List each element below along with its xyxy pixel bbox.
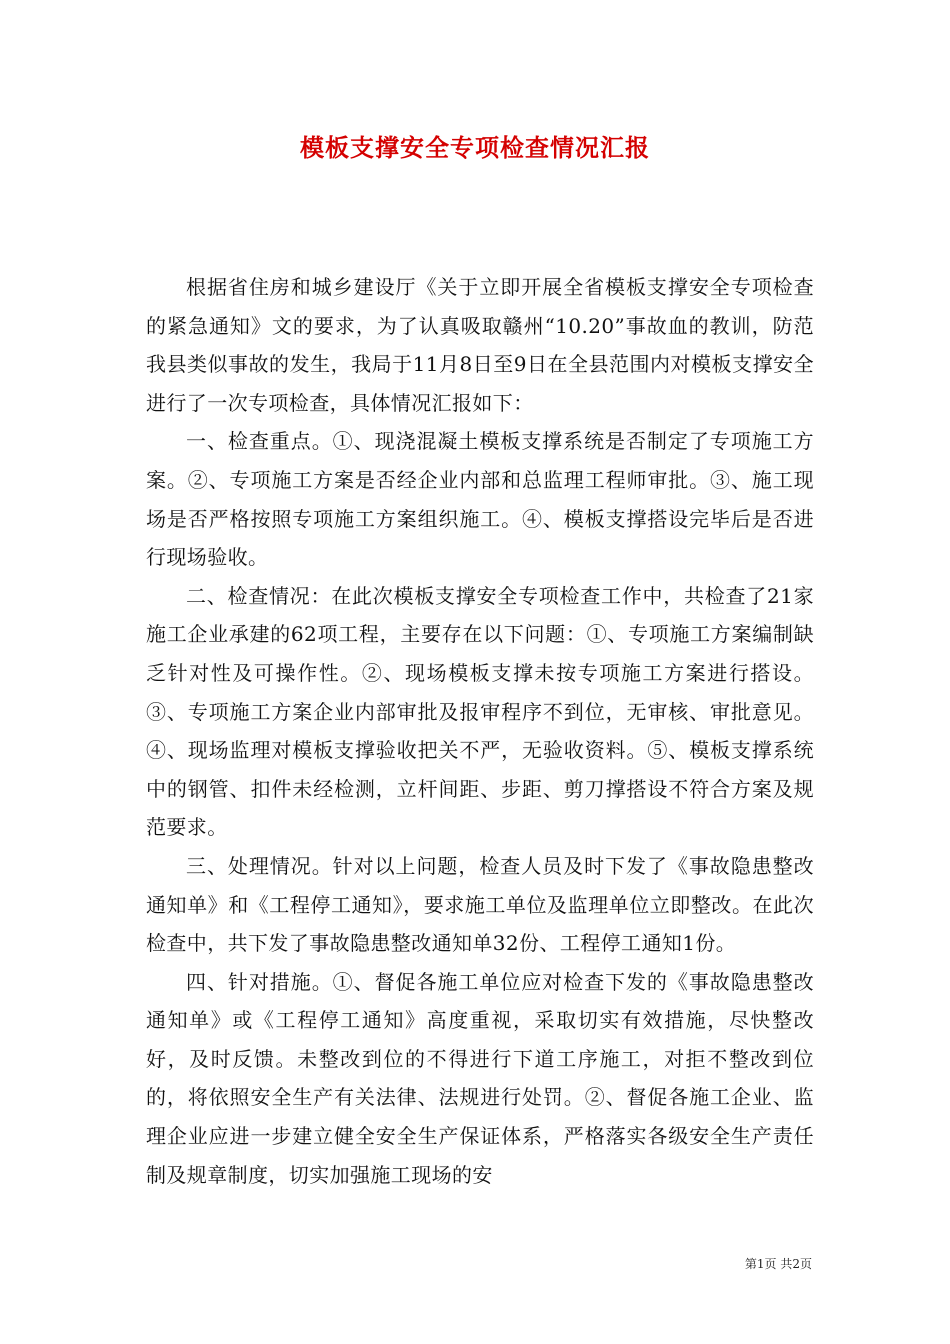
- paragraph-handling: 三、处理情况。针对以上问题，检查人员及时下发了《事故隐患整改通知单》和《工程停工通知》，要求施工单位及监理单位立即整改。在此次检查中，共下发了事故隐患整改通知单32份、工程停工通知1份。: [146, 853, 814, 956]
- paragraph-inspection-focus: 一、检查重点。①、现浇混凝土模板支撑系统是否制定了专项施工方案。②、专项施工方案是否经企业内部和总监理工程师审批。③、施工现场是否严格按照专项施工方案组织施工。④、模板支撑搭设完毕后是否进行现场验收。: [146, 429, 814, 570]
- document-title: 模板支撑安全专项检查情况汇报: [300, 133, 650, 162]
- paragraph-inspection-findings: 二、检查情况：在此次模板支撑安全专项检查工作中，共检查了21家施工企业承建的62项工程，主要存在以下问题：①、专项施工方案编制缺乏针对性及可操作性。②、现场模板支撑未按专项施工方案进行搭设。③、专项施工方案企业内部审批及报审程序不到位，无审核、审批意见。④、现场监理对模板支撑验收把关不严，无验收资料。⑤、模板支撑系统中的钢管、扣件未经检测，立杆间距、步距、剪刀撑搭设不符合方案及规范要求。: [146, 583, 814, 840]
- paragraph-intro: 根据省住房和城乡建设厅《关于立即开展全省模板支撑安全专项检查的紧急通知》文的要求，为了认真吸取赣州“10.20”事故血的教训，防范我县类似事故的发生，我局于11月8日至9日在全县范围内对模板支撑安全进行了一次专项检查，具体情况汇报如下：: [146, 275, 814, 415]
- document-body: [146, 268, 814, 1194]
- paragraph-measures: 四、针对措施。①、督促各施工单位应对检查下发的《事故隐患整改通知单》或《工程停工通知》高度重视，采取切实有效措施，尽快整改好，及时反馈。未整改到位的不得进行下道工序施工，对拒不整改到位的，将依照安全生产有关法律、法规进行处罚。②、督促各施工企业、监理企业应进一步建立健全安全生产保证体系，严格落实各级安全生产责任制及规章制度，切实加强施工现场的安: [146, 969, 814, 1187]
- page-number-footer: 第1页 共2页: [744, 1257, 812, 1271]
